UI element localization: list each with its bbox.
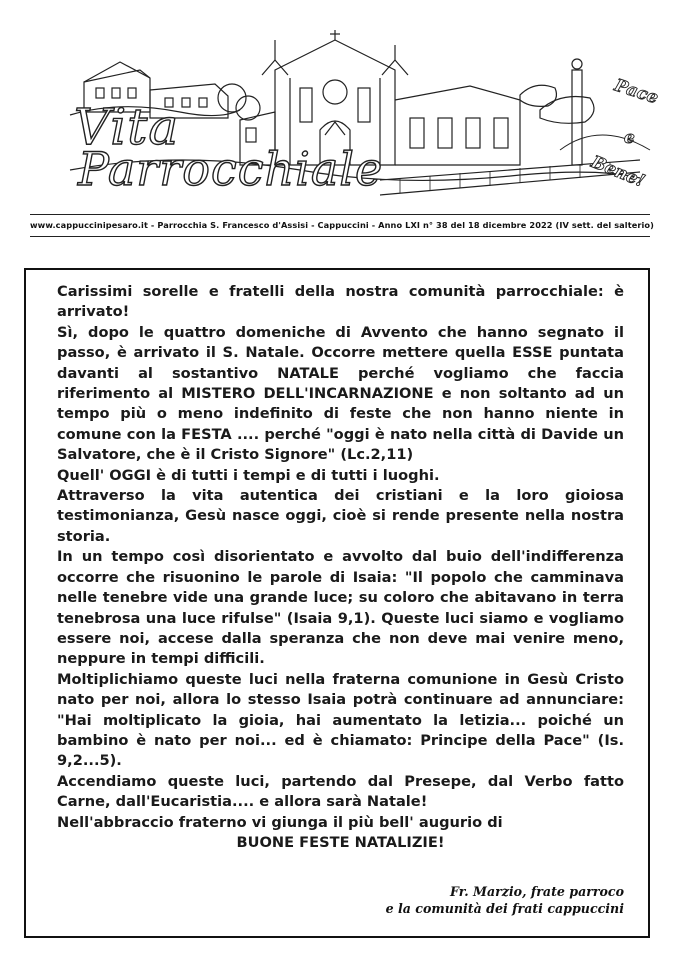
signature-line-1: Fr. Marzio, frate parroco bbox=[450, 884, 624, 899]
letter-body bbox=[57, 282, 624, 853]
letter-paragraph: Quell' OGGI è di tutti i tempi e di tutti i luoghi. bbox=[57, 466, 440, 484]
motto-bene: Bene! bbox=[588, 152, 648, 192]
letter-paragraph: Sì, dopo le quattro domeniche di Avvento che hanno segnato il passo, è arrivato il S. Natale. Occorre mettere quella ESSE puntata davanti al sostantivo NATALE perché vogliamo che faccia riferimento al MISTERO DELL'INCARNAZIONE e non soltanto ad un tempo più o meno indefinito di feste che non hanno niente in comune con la FESTA .... perché "oggi è nato nella città di Davide un Salvatore, che è il Cristo Signore" (Lc.2,11) bbox=[57, 323, 624, 464]
letter-paragraph: Carissimi sorelle e fratelli della nostra comunità parrocchiale: è arrivato! bbox=[57, 283, 624, 321]
divider-bottom bbox=[30, 236, 650, 237]
motto-pace: Pace bbox=[611, 75, 661, 109]
letter-paragraph: Moltiplichiamo queste luci nella fraterna comunione in Gesù Cristo nato per noi, allora lo stesso Isaia potrà continuare ad annunciare: "Hai moltiplicato la gioia, hai aumentato la letizia... poiché un bambino è nato per noi... ed è chiamato: Principe della Pace" (Is. 9,2...5). bbox=[57, 670, 624, 770]
issue-info-bar: www.cappuccinipesaro.it - Parrocchia S. Francesco d'Assisi - Cappuccini - Anno LXI n° 38 del 18 dicembre 2022 (IV sett. del salterio) bbox=[30, 220, 654, 230]
letter-paragraph: Attraverso la vita autentica dei cristiani e la loro gioiosa testimonianza, Gesù nasce oggi, cioè si rende presente nella nostra storia. bbox=[57, 487, 624, 545]
divider-top bbox=[30, 214, 650, 215]
masthead-title-parrocchiale: Parrocchiale bbox=[78, 142, 384, 196]
signature bbox=[386, 883, 624, 917]
signature-line-2: e la comunità dei frati cappuccini bbox=[385, 901, 624, 916]
closing-greeting: BUONE FESTE NATALIZIE! bbox=[236, 833, 445, 851]
masthead-title-vita: Vita bbox=[74, 98, 180, 156]
motto-e: e bbox=[624, 128, 635, 148]
letter-paragraph: Nell'abbraccio fraterno vi giunga il più bell' augurio di bbox=[57, 813, 503, 831]
masthead bbox=[0, 0, 680, 245]
letter-paragraph: Accendiamo queste luci, partendo dal Presepe, dal Verbo fatto Carne, dall'Eucaristia.... e allora sarà Natale! bbox=[57, 772, 624, 811]
letter-paragraph: In un tempo così disorientato e avvolto dal buio dell'indifferenza occorre che risuonino le parole di Isaia: "Il popolo che camminava nelle tenebre vide una grande luce; su coloro che abitavano in terra tenebrosa una luce rifulse" (Isaia 9,1). Queste luci siamo e vogliamo essere noi, accese dalla speranza che non deve mai venire meno, neppure in tempi difficili. bbox=[57, 548, 624, 668]
